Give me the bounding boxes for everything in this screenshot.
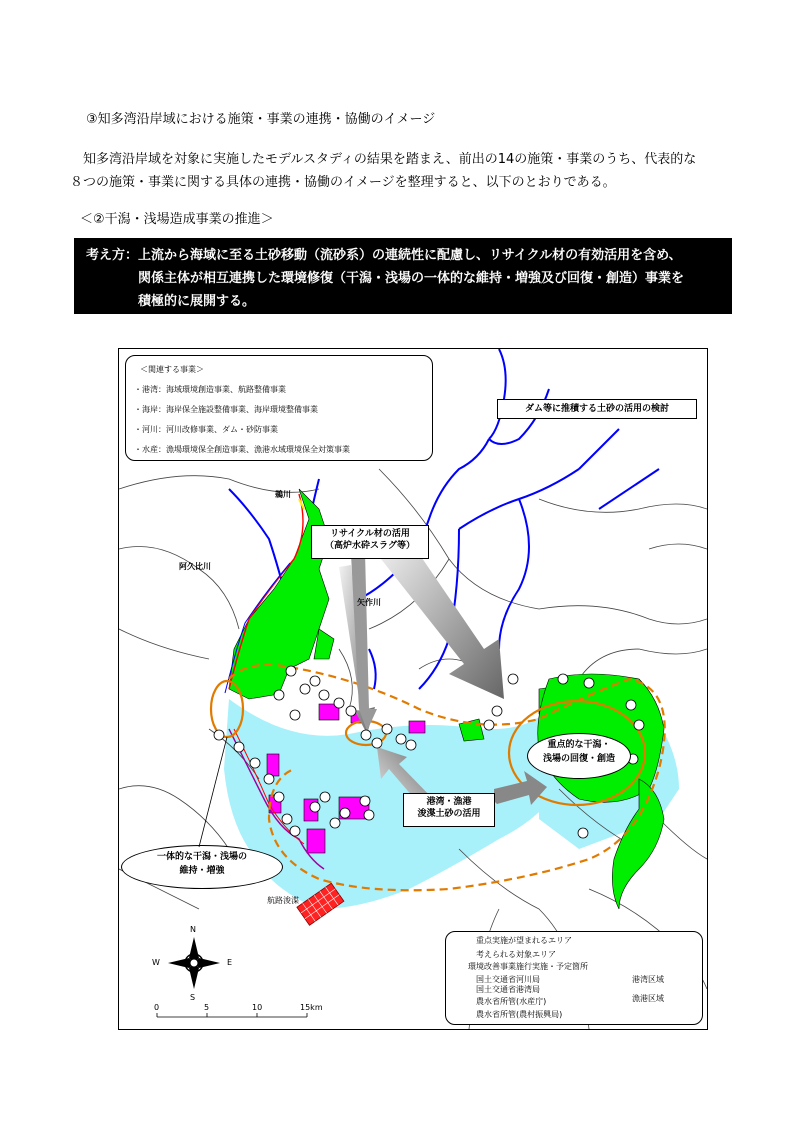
legend-maff-fish: 農水省所管(水産庁) bbox=[476, 997, 547, 1006]
shoal-label: 航路浚渫 bbox=[267, 896, 299, 905]
legend-maff-rural: 農水省所管(農村振興局) bbox=[476, 1010, 563, 1019]
river-label-yahagi: 矢作川 bbox=[357, 598, 381, 607]
scale-tick: 10 bbox=[252, 1003, 263, 1012]
callout-line: リサイクル材の活用 bbox=[330, 529, 410, 539]
scale-tick: 5 bbox=[204, 1003, 210, 1012]
policy-line: 積極的に展開する。 bbox=[138, 294, 256, 309]
legend-focus-area: 重点実施が望まれるエリア bbox=[476, 936, 572, 945]
callout-line: 浚渫土砂の活用 bbox=[417, 809, 481, 819]
project-item: ・水産：漁場環境保全創造事業、漁港水域環境保全対策事業 bbox=[134, 445, 350, 454]
legend-mlit-river: 国土交通省河川局 bbox=[476, 975, 540, 984]
section-heading: ③知多湾沿岸域における施策・事業の連携・協働のイメージ bbox=[86, 112, 436, 127]
dam-callout: ダム等に推積する土砂の活用の検討 bbox=[497, 399, 697, 419]
policy-label: 考え方： bbox=[86, 248, 139, 263]
policy-text bbox=[138, 244, 684, 313]
leader-line bbox=[119, 349, 707, 1029]
legend-sites: 環境改善事業施行実施・予定箇所 bbox=[468, 962, 588, 971]
callout-line: 一体的な干潟・浅場の bbox=[156, 852, 247, 862]
legend-port-zone: 港湾区域 bbox=[632, 975, 664, 984]
policy-box bbox=[74, 238, 732, 314]
subsection-heading: ＜②干潟・浅場造成事業の推進＞ bbox=[80, 212, 274, 227]
legend-fish-zone: 漁港区域 bbox=[632, 994, 664, 1003]
legend-target-area: 考えられる対象エリア bbox=[476, 950, 556, 959]
callout-line: 港湾・漁港 bbox=[426, 797, 472, 807]
callout-line: 浅場の回復・創造 bbox=[542, 754, 615, 764]
scale-tick: 0 bbox=[154, 1003, 160, 1012]
policy-line: 上流から海域に至る土砂移動（流砂系）の連続性に配慮し、リサイクル材の有効活用を含め、 bbox=[138, 248, 682, 263]
policy-line: 関係主体が相互連携した環境修復（干潟・浅場の一体的な維持・増強及び回復・創造）事業を bbox=[138, 271, 685, 286]
callout-line: 維持・増強 bbox=[179, 866, 225, 876]
compass-w: W bbox=[152, 958, 160, 967]
projects-title: ＜関連する事業＞ bbox=[140, 365, 204, 374]
callout-line: （高炉水砕スラグ等） bbox=[324, 541, 415, 551]
scale-tick: 15km bbox=[300, 1003, 323, 1012]
intro-paragraph bbox=[70, 148, 760, 194]
compass-n: N bbox=[190, 925, 196, 934]
river-label-ugawa: 鵜川 bbox=[275, 490, 291, 499]
river-label-agui: 阿久比川 bbox=[179, 562, 211, 571]
paragraph-line: ８つの施策・事業に関する具体の連携・協働のイメージを整理すると、以下のとおりである。 bbox=[70, 175, 616, 190]
project-item: ・海岸：海岸保全施設整備事業、海岸環境整備事業 bbox=[134, 405, 318, 414]
compass-s: S bbox=[190, 993, 196, 1002]
compass-e: E bbox=[227, 958, 233, 967]
project-item: ・河川：河川改修事業、ダム・砂防事業 bbox=[134, 425, 278, 434]
map-legend bbox=[445, 931, 703, 1025]
paragraph-line: 知多湾沿岸域を対象に実施したモデルスタディの結果を踏まえ、前出の14の施策・事業のうち、代表的な bbox=[83, 152, 697, 167]
project-item: ・港湾：海域環境創造事業、航路整備事業 bbox=[134, 385, 286, 394]
legend-mlit-port: 国土交通省港湾局 bbox=[476, 985, 540, 994]
map-figure bbox=[118, 348, 708, 1030]
callout-line: 重点的な干潟・ bbox=[547, 740, 611, 750]
